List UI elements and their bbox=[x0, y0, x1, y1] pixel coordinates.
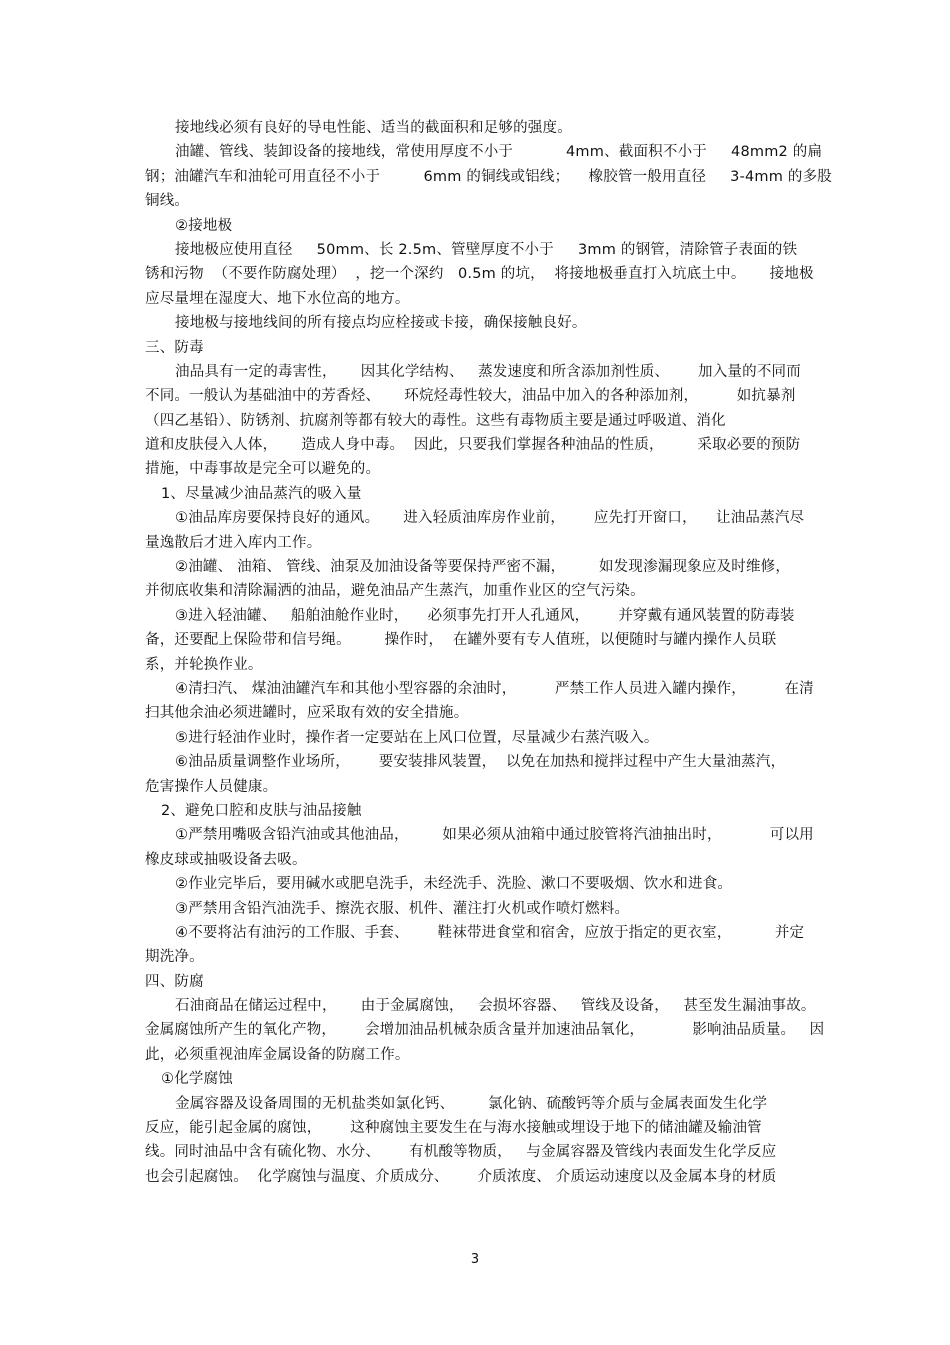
text-line: 应尽量埋在湿度大、地下水位高的地方。 bbox=[145, 290, 410, 307]
text-line: 2、避免口腔和皮肤与油品接触 bbox=[161, 802, 362, 819]
text-line: 油品具有一定的毒害性， 因其化学结构、 蒸发速度和所含添加剂性质、 加入量的不同而 bbox=[175, 363, 801, 380]
text-line: 期洗净。 bbox=[145, 949, 204, 966]
text-line: 此，必须重视油库金属设备的防腐工作。 bbox=[145, 1046, 410, 1063]
text-line: 石油商品在储运过程中， 由于金属腐蚀， 会损坏容器、 管线及设备， 甚至发生漏油事故。 bbox=[175, 998, 816, 1015]
text-line: ④清扫汽、 煤油油罐汽车和其他小型容器的余油时， 严禁工作人员进入罐内操作， 在清 bbox=[175, 680, 814, 697]
text-line: 措施，中毒事故是完全可以避免的。 bbox=[145, 461, 381, 478]
text-line: 扫其他余油必须进罐时，应采取有效的安全措施。 bbox=[145, 705, 469, 722]
text-line: ③进入轻油罐、 船舶油舱作业时， 必须事先打开人孔通风， 并穿戴有通风装置的防毒装 bbox=[175, 607, 795, 624]
text-line: 钢；油罐汽车和油轮可用直径不小于 6mm 的铜线或铝线； 橡胶管一般用直径 3-4mm 的多股 bbox=[145, 168, 832, 185]
text-line: ④不要将沾有油污的工作服、手套、 鞋袜带进食堂和宿舍，应放于指定的更衣室， 并定 bbox=[175, 924, 805, 941]
text-line: 1、尽量减少油品蒸汽的吸入量 bbox=[161, 485, 362, 502]
body-text bbox=[145, 116, 832, 1189]
text-line: 接地极与接地线间的所有接点均应栓接或卡接，确保接触良好。 bbox=[175, 315, 587, 332]
text-line: 线。同时油品中含有硫化物、水分、 有机酸等物质， 与金属容器及管线内表面发生化学反应 bbox=[145, 1144, 777, 1161]
text-line: 金属腐蚀所产生的氧化产物， 会增加油品机械杂质含量并加速油品氧化， 影响油品质量。 因 bbox=[145, 1022, 825, 1039]
text-line: 接地线必须有良好的导电性能、适当的截面积和足够的强度。 bbox=[175, 120, 572, 136]
text-line: ②接地极 bbox=[175, 217, 233, 234]
text-line: 危害操作人员健康。 bbox=[145, 778, 278, 795]
text-line: 四、防腐 bbox=[145, 973, 204, 990]
text-line: 也会引起腐蚀。 化学腐蚀与温度、介质成分、 介质浓度、 介质运动速度以及金属本身的材质 bbox=[145, 1168, 777, 1185]
text-line: 系，并轮换作业。 bbox=[145, 656, 263, 673]
text-line: 铜线。 bbox=[145, 193, 190, 210]
page-number: 3 bbox=[470, 1252, 480, 1267]
text-line: 接地极应使用直径 50mm、长 2.5m、管壁厚度不小于 3mm 的钢管，清除管子表面的铁 bbox=[175, 241, 798, 258]
text-line: ①化学腐蚀 bbox=[161, 1071, 233, 1088]
text-line: ①严禁用嘴吸含铅汽油或其他油品， 如果必须从油箱中通过胶管将汽油抽出时， 可以用 bbox=[175, 827, 814, 844]
text-line: 反应，能引起金属的腐蚀， 这种腐蚀主要发生在与海水接触或埋设于地下的储油罐及输油管 bbox=[145, 1120, 762, 1137]
text-line: 道和皮肤侵入人体， 造成人身中毒。 因此，只要我们掌握各种油品的性质， 采取必要的预防 bbox=[145, 437, 801, 454]
text-line: ⑤进行轻油作业时，操作者一定要站在上风口位置，尽量减少右蒸汽吸入。 bbox=[175, 729, 659, 746]
text-line: ③严禁用含铅汽油洗手、擦洗衣服、机件、灌注打火机或作喷灯燃料。 bbox=[175, 900, 630, 917]
text-line: ⑥油品质量调整作业场所， 要安装排风装置， 以免在加热和搅拌过程中产生大量油蒸汽， bbox=[175, 754, 786, 771]
text-line: 橡皮球或抽吸设备去吸。 bbox=[145, 851, 307, 868]
text-line: ①油品库房要保持良好的通风。 进入轻质油库房作业前， 应先打开窗口， 让油品蒸汽尽 bbox=[175, 510, 805, 527]
text-line: （四乙基铅）、防锈剂、抗腐剂等都有较大的毒性。这些有毒物质主要是通过呼吸道、消化 bbox=[145, 412, 726, 429]
text-line: 备，还要配上保险带和信号绳。 操作时， 在罐外要有专人值班，以便随时与罐内操作人员联 bbox=[145, 632, 777, 649]
text-line: ②油罐、 油箱、 管线、油泵及加油设备等要保持严密不漏， 如发现渗漏现象应及时维修， bbox=[175, 559, 791, 576]
text-line: 量逸散后才进入库内工作。 bbox=[145, 534, 322, 551]
text-line: 锈和污物 （不要作防腐处理） ，挖一个深约 0.5m 的坑， 将接地极垂直打入坑底土中。 接地极 bbox=[145, 266, 814, 283]
text-line: 并彻底收集和清除漏洒的油品，避免油品产生蒸汽，加重作业区的空气污染。 bbox=[145, 583, 645, 600]
text-line: 金属容器及设备周围的无机盐类如氯化钙、 氯化钠、硫酸钙等介质与金属表面发生化学 bbox=[175, 1095, 768, 1112]
text-line: 油罐、管线、装卸设备的接地线，常使用厚度不小于 4mm、截面积不小于 48mm2 的扁 bbox=[175, 144, 823, 161]
text-line: 三、防毒 bbox=[145, 339, 204, 356]
text-line: 不同。一般认为基础油中的芳香烃、 环烷烃毒性较大，油品中加入的各种添加剂， 如抗暴剂 bbox=[145, 388, 796, 405]
text-line: ②作业完毕后，要用碱水或肥皂洗手，未经洗手、洗脸、漱口不要吸烟、饮水和进食。 bbox=[175, 876, 733, 893]
